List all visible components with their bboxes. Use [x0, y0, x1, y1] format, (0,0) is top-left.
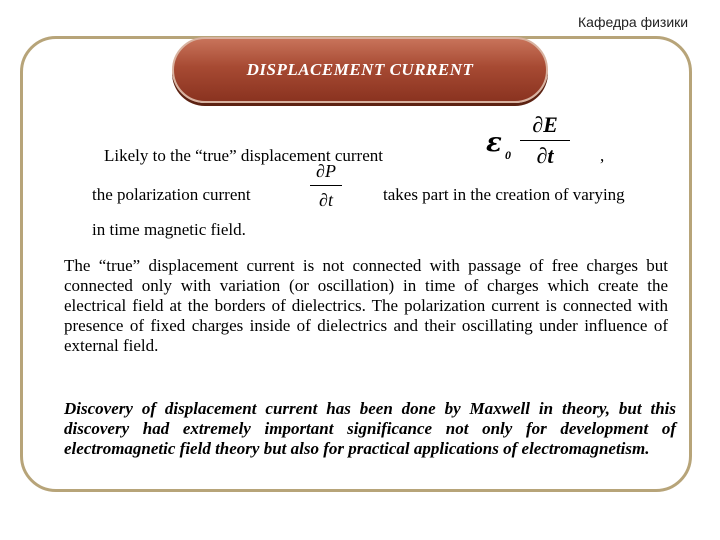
fraction-numerator-e: ∂E: [532, 112, 558, 137]
fraction-denominator-t: ∂t: [536, 143, 554, 168]
slide-title: DISPLACEMENT CURRENT: [246, 60, 474, 79]
polarization-current-fraction: [310, 160, 342, 211]
title-banner: [172, 37, 548, 103]
displacement-current-fraction: [520, 112, 570, 169]
fraction-numerator-p: ∂P: [316, 161, 336, 181]
intro-line-2-start: the polarization current: [92, 185, 251, 204]
fraction-bar: [310, 185, 342, 186]
department-label: Кафедра физики: [578, 14, 689, 30]
intro-line-2-end: takes part in the creation of varying: [383, 185, 625, 204]
intro-line-1: Likely to the “true” displacement current: [104, 146, 383, 165]
maxwell-paragraph: Discovery of displacement current has been done by Maxwell in theory, but this discovery had extremely important significance not only for development of electromagnetic field theory but also for practical applications of electromagnetism.: [64, 399, 676, 458]
epsilon-subscript: 0: [505, 148, 511, 162]
explanation-paragraph: The “true” displacement current is not connected with passage of free charges but connected only with variation (or oscillation) in time of charges which create the electrical field at the borders of dielectrics. The polarization current is connected with presence of fixed charges inside of dielectrics and their oscillating under influence of external field.: [64, 256, 668, 355]
fraction-bar: [520, 140, 570, 141]
epsilon-symbol: ε: [486, 128, 502, 158]
intro-comma: ,: [600, 146, 605, 165]
fraction-denominator-t: ∂t: [319, 190, 333, 210]
intro-line-3: in time magnetic field.: [92, 220, 246, 239]
